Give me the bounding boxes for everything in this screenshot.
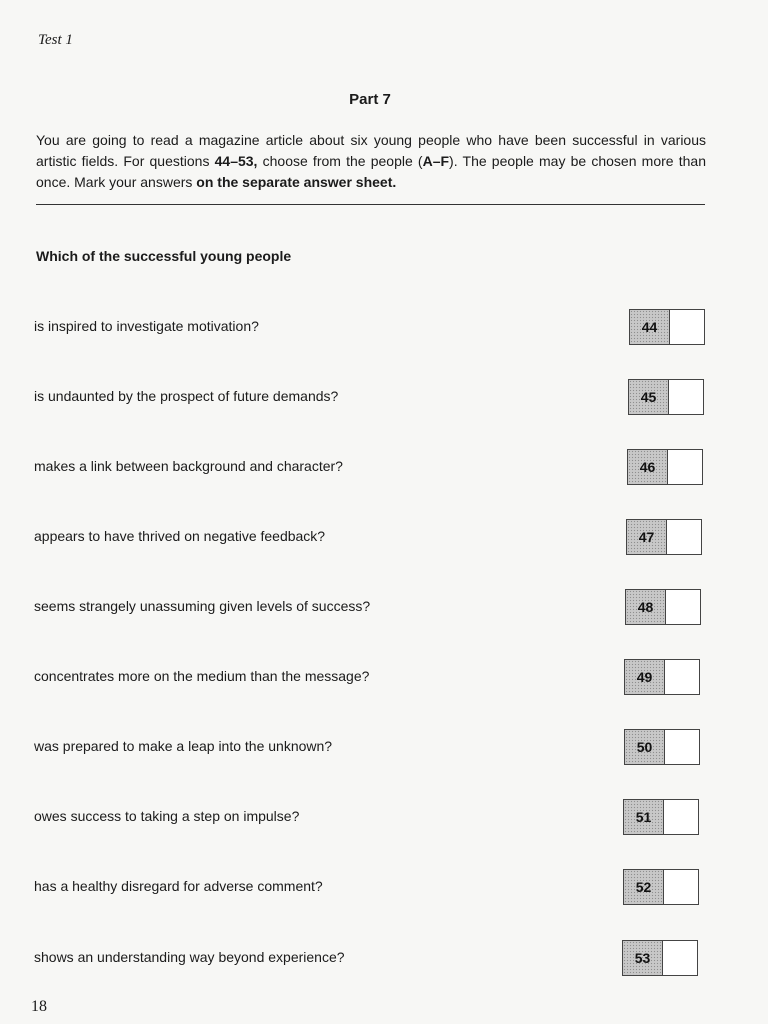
answer-box: [624, 729, 700, 765]
answer-cell[interactable]: [666, 590, 700, 624]
question-number: 45: [629, 380, 669, 414]
instructions-paragraph: [36, 130, 706, 193]
answer-box: [627, 449, 703, 485]
answer-cell[interactable]: [663, 941, 697, 975]
question-number: 48: [626, 590, 666, 624]
answer-box: [629, 309, 705, 345]
question-number: 46: [628, 450, 668, 484]
answer-cell[interactable]: [665, 660, 699, 694]
question-text: seems strangely unassuming given levels of success?: [34, 598, 371, 614]
question-row: [0, 519, 768, 557]
question-number: 47: [627, 520, 667, 554]
answer-cell[interactable]: [668, 450, 702, 484]
question-text: makes a link between background and character?: [34, 458, 343, 474]
instructions-text-3: ). The people may be chosen more than once. Mark your answers: [36, 153, 706, 190]
question-text: has a healthy disregard for adverse comment?: [34, 878, 323, 894]
question-number: 44: [630, 310, 670, 344]
instructions-range: 44–53,: [214, 153, 258, 169]
question-row: [0, 589, 768, 627]
question-text: is inspired to investigate motivation?: [34, 318, 259, 334]
instructions-letters: A–F: [422, 153, 450, 169]
question-text: shows an understanding way beyond experience?: [34, 949, 345, 965]
instructions-emphasis: on the separate answer sheet.: [196, 174, 397, 190]
answer-cell[interactable]: [667, 520, 701, 554]
question-text: appears to have thrived on negative feedback?: [34, 528, 326, 544]
question-row: [0, 940, 768, 978]
answer-box: [623, 869, 699, 905]
question-row: [0, 799, 768, 837]
part-title: Part 7: [349, 91, 391, 108]
instructions-text-1: You are going to read a magazine article about six young people who have been successful in various artistic fields. For questions: [36, 132, 706, 169]
answer-box: [623, 799, 699, 835]
question-row: [0, 379, 768, 417]
page-number: 18: [31, 998, 47, 1015]
question-text: owes success to taking a step on impulse?: [34, 808, 300, 824]
question-row: [0, 729, 768, 767]
question-number: 49: [625, 660, 665, 694]
instructions-text-2: choose from the people (: [257, 153, 423, 169]
question-number: 50: [625, 730, 665, 764]
question-number: 51: [624, 800, 664, 834]
answer-box: [628, 379, 704, 415]
answer-cell[interactable]: [664, 870, 698, 904]
question-stem: Which of the successful young people: [36, 248, 292, 264]
question-text: concentrates more on the medium than the message?: [34, 668, 370, 684]
answer-box: [626, 519, 702, 555]
question-text: was prepared to make a leap into the unknown?: [34, 738, 333, 754]
answer-cell[interactable]: [670, 310, 704, 344]
question-row: [0, 869, 768, 907]
question-row: [0, 309, 768, 347]
answer-cell[interactable]: [669, 380, 703, 414]
question-row: [0, 449, 768, 487]
test-label: Test 1: [38, 32, 73, 48]
question-row: [0, 659, 768, 697]
answer-cell[interactable]: [664, 800, 698, 834]
divider-rule: [36, 204, 705, 205]
answer-cell[interactable]: [665, 730, 699, 764]
answer-box: [624, 659, 700, 695]
answer-box: [622, 940, 698, 976]
question-number: 52: [624, 870, 664, 904]
question-number: 53: [623, 941, 663, 975]
question-text: is undaunted by the prospect of future demands?: [34, 388, 339, 404]
answer-box: [625, 589, 701, 625]
